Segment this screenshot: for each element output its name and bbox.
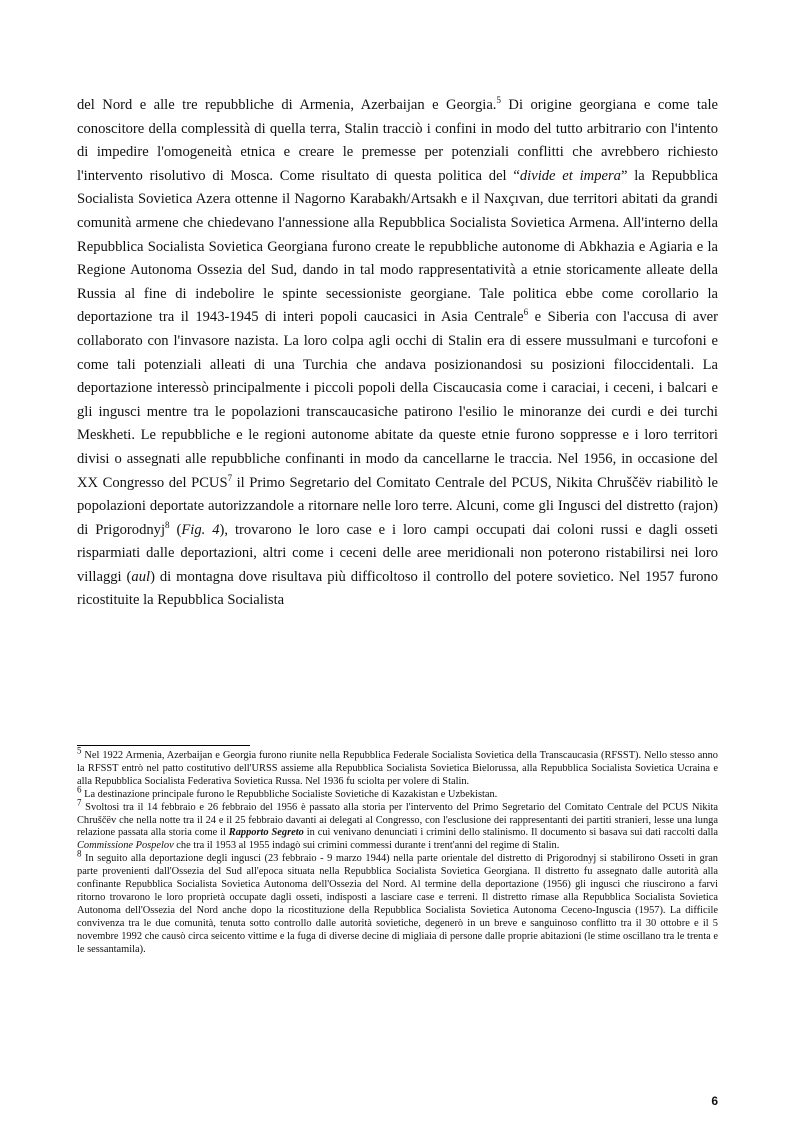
footnotes-section xyxy=(77,745,718,957)
footnote-text: in cui venivano denunciati i crimini dello stalinismo. Il documento si basava sui dati raccolti dalla xyxy=(303,827,718,839)
body-text-segment: e Siberia con l'accusa di aver collaborato con l'invasore nazista. La loro colpa agli occhi di Stalin era di essere mussulmani e turcofoni e come tali potenziali alleati di una Turchia che andava posizionandosi su posizioni filoccidentali. La deportazione interessò principalmente i piccoli popoli della Ciscaucasia come i caraciai, i ceceni, i balcari e gli ingusci mentre tra le popolazioni transcaucasiche patirono l'esilio le minoranze dei curdi e dei turchi Meskheti. Le repubbliche e le regioni autonome abitate da queste etnie furono soppresse e i loro territori divisi o assegnati alle repubbliche confinanti in modo da cancellarne le traccia. Nel 1956, in occasione del XX Congresso del PCUS xyxy=(77,309,718,491)
footnote-text: La destinazione principale furono le Repubbliche Socialiste Sovietiche di Kazakistan e Uzbekistan. xyxy=(81,788,498,800)
footnote-number: 5 xyxy=(77,745,82,756)
body-paragraph xyxy=(77,94,718,613)
body-text-segment: Di origine georgiana e come tale conoscitore della complessità di quella terra, Stalin tracciò i confini in modo del tutto arbitrario con l'intento di impedire l'omogeneità etnica e creare le premesse per potenziali conflitti che avrebbero richiesto l'intervento risolutivo di Mosca. Come risultato di questa politica del “ xyxy=(77,97,718,184)
footnote-6 xyxy=(77,784,718,802)
footnote-text: In seguito alla deportazione degli ingusci (23 febbraio - 9 marzo 1944) nella parte orientale del distretto di Prigorodnyj si stabilirono Osseti in gran parte provenienti dall'Ossezia del Sud all'epoca situata nella Repubblica Socialista Sovietica Georgiana. Il distretto fu assegnato dalle autorità alla confinante Repubblica Socialista Sovietica Autonoma dell'Ossezia del Nord. Al termine della deportazione (1956) gli ingusci che riuscirono a farvi ritorno trovarono le loro proprietà occupate dagli osseti, indisposti a lasciare case e terreni. Il distretto rimase alla Repubblica Socialista Sovietica Autonoma dell'Ossezia del Nord anche dopo la ricostituzione della Repubblica Socialista Sovietica Autonoma Ceceno-Inguscia (1957). La difficile convivenza tra le due comunità, tenuta sotto controllo dalle autorità sovietiche, degenerò in un breve e sanguinoso conflitto tra il 30 ottobre e il 5 novembre 1992 che causò circa seicento vittime e la fuga di diverse decine di migliaia di persone dalle proprie abitazioni (le stime oscillano tra le trenta e le sessantamila). xyxy=(77,853,718,955)
body-text-segment: del Nord e alle tre repubbliche di Armenia, Azerbaijan e Georgia. xyxy=(77,97,497,113)
italic-term-aul: aul xyxy=(131,568,151,585)
footnote-number: 7 xyxy=(77,797,82,808)
footnote-text: Svoltosi tra il 14 febbraio e 26 febbraio del 1956 è passato alla storia per l'intervento del Primo Segretario del Comitato Centrale del PCUS Nikita Chruščëv che nella notte tra il 24 e il 25 febbraio davanti ai delegati al Congresso, con l'esclusione dei rappresentanti dei partiti stranieri, lesse una lunga relazione passata alla storia come il xyxy=(77,801,718,839)
footnote-5 xyxy=(77,745,718,789)
footnote-text: che tra il 1953 al 1955 indagò sui crimini commessi durante i trent'anni del regime di Stalin. xyxy=(173,840,560,852)
page-number: 6 xyxy=(711,1094,718,1108)
body-text-segment: ” la Repubblica Socialista Sovietica Azera ottenne il Nagorno Karabakh/Artsakh e il Naxçıvan, due territori abitati da grandi comunità armene che chiedevano l'annessione alla Repubblica Socialista Sovietica Armena. All'interno della Repubblica Socialista Sovietica Georgiana furono create le repubbliche autonome di Abkhazia e Agiaria e la Regione Autonoma Ossezia del Sud, dando in tal modo rappresentatività a etnie storicamente alleate della Russia al fine di indebolire le spinte secessioniste georgiane. Tale politica ebbe come corollario la deportazione tra il 1943-1945 di interi popoli caucasici in Asia Centrale xyxy=(77,167,718,326)
italic-phrase-divide-et-impera: divide et impera xyxy=(519,167,621,184)
footnote-separator xyxy=(77,745,250,746)
footnote-ref-7[interactable]: 7 xyxy=(227,472,233,483)
footnote-number: 6 xyxy=(77,784,82,795)
footnote-text: Nel 1922 Armenia, Azerbaijan e Georgia furono riunite nella Repubblica Federale Socialista Sovietica della Transcaucasia (RFSST). Nello stesso anno la RFSST entrò nel patto costitutivo dell'URSS assieme alla Repubblica Socialista Sovietica Bielorussa, alla Repubblica Socialista Sovietica Ucraina e alla Repubblica Socialista Federativa Sovietica Russa. Nel 1936 fu sciolta per volere di Stalin. xyxy=(77,750,718,787)
italic-term-commissione-pospelov: Commissione Pospelov xyxy=(77,840,174,852)
footnote-ref-8[interactable]: 8 xyxy=(165,519,170,530)
footnote-7 xyxy=(77,797,718,854)
footnote-8 xyxy=(77,848,718,956)
footnote-ref-6[interactable]: 6 xyxy=(523,307,529,318)
footnote-number: 8 xyxy=(77,848,82,859)
body-text-segment: il Primo Segretario del Comitato Centrale del PCUS, Nikita Chruščëv riabilitò le popolazioni deportate autorizzandole a ritornare nelle loro terre. Alcuni, come gli Ingusci del distretto (rajon) di Prigorodnyj xyxy=(77,474,718,538)
figure-reference[interactable]: Fig. 4 xyxy=(181,521,220,538)
body-text-segment: ) di montagna dove risultava più difficoltoso il controllo del potere sovietico. Nel 1957 furono ricostituite la Repubblica Socialista xyxy=(77,568,718,609)
footnote-ref-5[interactable]: 5 xyxy=(496,95,501,106)
body-text-segment: ( xyxy=(169,521,182,538)
bold-italic-term-rapporto-segreto: Rapporto Segreto xyxy=(228,827,304,839)
body-text-segment: ), trovarono le loro case e i loro campi occupati dai coloni russi e dagli osseti risparmiati dalle deportazioni, altri come i ceceni delle aree meridionali non poterono ristabilirsi nei loro villaggi ( xyxy=(77,521,718,585)
